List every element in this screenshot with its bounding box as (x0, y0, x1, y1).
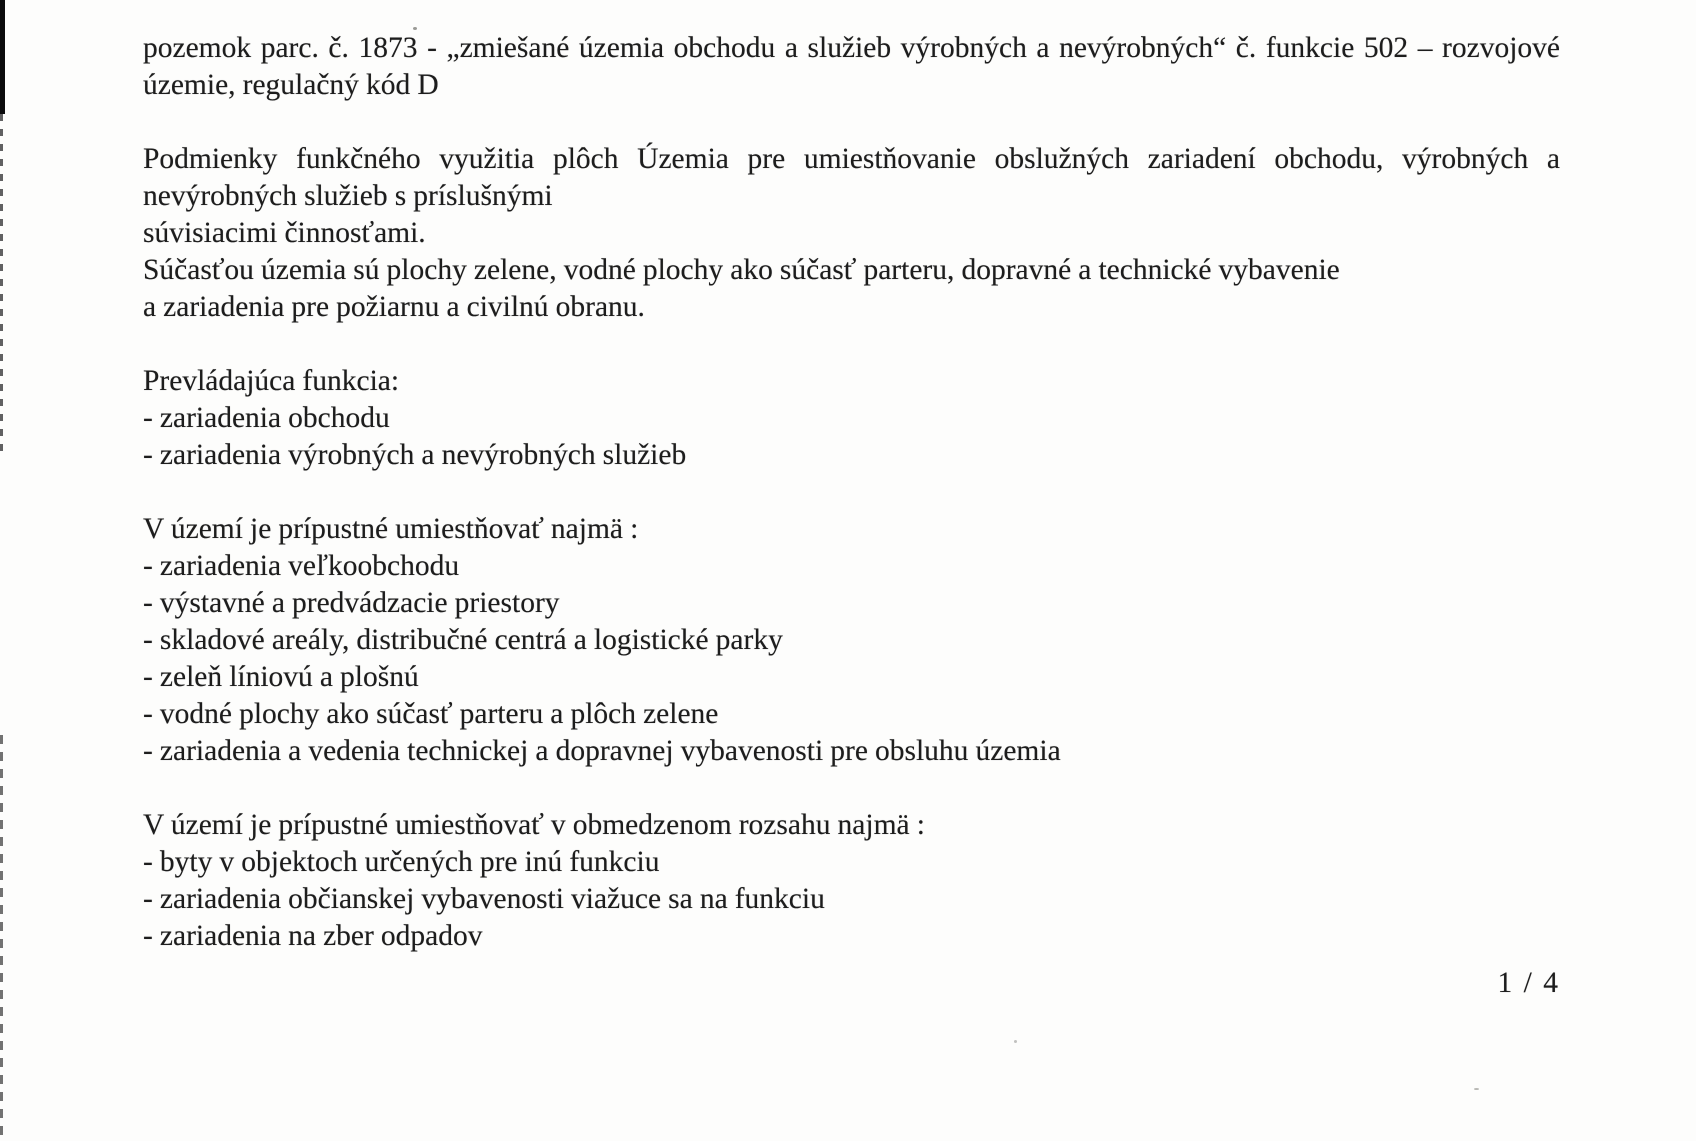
list-item: - zariadenia a vedenia technickej a dopravnej vybavenosti pre obsluhu územia (143, 735, 1061, 767)
text-line: územie, regulačný kód D (143, 69, 439, 101)
list-item: - zariadenia veľkoobchodu (143, 550, 460, 582)
section-dominant-function (143, 363, 1560, 474)
scan-speck (1014, 1040, 1017, 1043)
section-limited-permitted-placement (143, 807, 1560, 955)
text-line: pozemok parc. č. 1873 - „zmiešané územia obchodu a služieb výrobných a nevýrobných“ č. funkcie 502 – rozvojové (143, 32, 1560, 64)
scan-artifact-left-edge-middle (0, 114, 3, 458)
list-item: - byty v objektoch určených pre inú funkciu (143, 846, 660, 878)
scan-artifact-left-edge-bottom (0, 735, 3, 1141)
section-heading: V území je prípustné umiestňovať najmä : (143, 513, 639, 545)
list-item: - skladové areály, distribučné centrá a logistické parky (143, 624, 783, 656)
list-item: - výstavné a predvádzacie priestory (143, 587, 560, 619)
section-heading: Prevládajúca funkcia: (143, 365, 400, 397)
text-line: a zariadenia pre požiarnu a civilnú obranu. (143, 291, 645, 323)
list-item: - zeleň líniovú a plošnú (143, 661, 419, 693)
section-heading: V území je prípustné umiestňovať v obmedzenom rozsahu najmä : (143, 809, 925, 841)
document-content (143, 30, 1560, 1002)
scan-speck (1474, 1088, 1479, 1090)
text-line: súvisiacimi činnosťami. (143, 217, 426, 249)
text-line: Podmienky funkčného využitia plôch Územia pre umiestňovanie obslužných zariadení obchodu, výrobných a (143, 143, 1560, 175)
text-line: Súčasťou územia sú plochy zelene, vodné plochy ako súčasť parteru, dopravné a technické vybavenie (143, 254, 1340, 286)
scan-artifact-left-edge-top (0, 0, 5, 114)
section-permitted-placement (143, 511, 1560, 770)
list-item: - zariadenia výrobných a nevýrobných služieb (143, 439, 687, 471)
text-line: nevýrobných služieb s príslušnými (143, 180, 553, 212)
list-item: - zariadenia občianskej vybavenosti viažuce sa na funkciu (143, 883, 825, 915)
paragraph-functional-use-conditions (143, 141, 1560, 326)
page-number: 1 / 4 (1497, 967, 1560, 999)
list-item: - vodné plochy ako súčasť parteru a plôch zelene (143, 698, 719, 730)
list-item: - zariadenia obchodu (143, 402, 390, 434)
list-item: - zariadenia na zber odpadov (143, 920, 483, 952)
paragraph-parcel-intro (143, 30, 1560, 104)
